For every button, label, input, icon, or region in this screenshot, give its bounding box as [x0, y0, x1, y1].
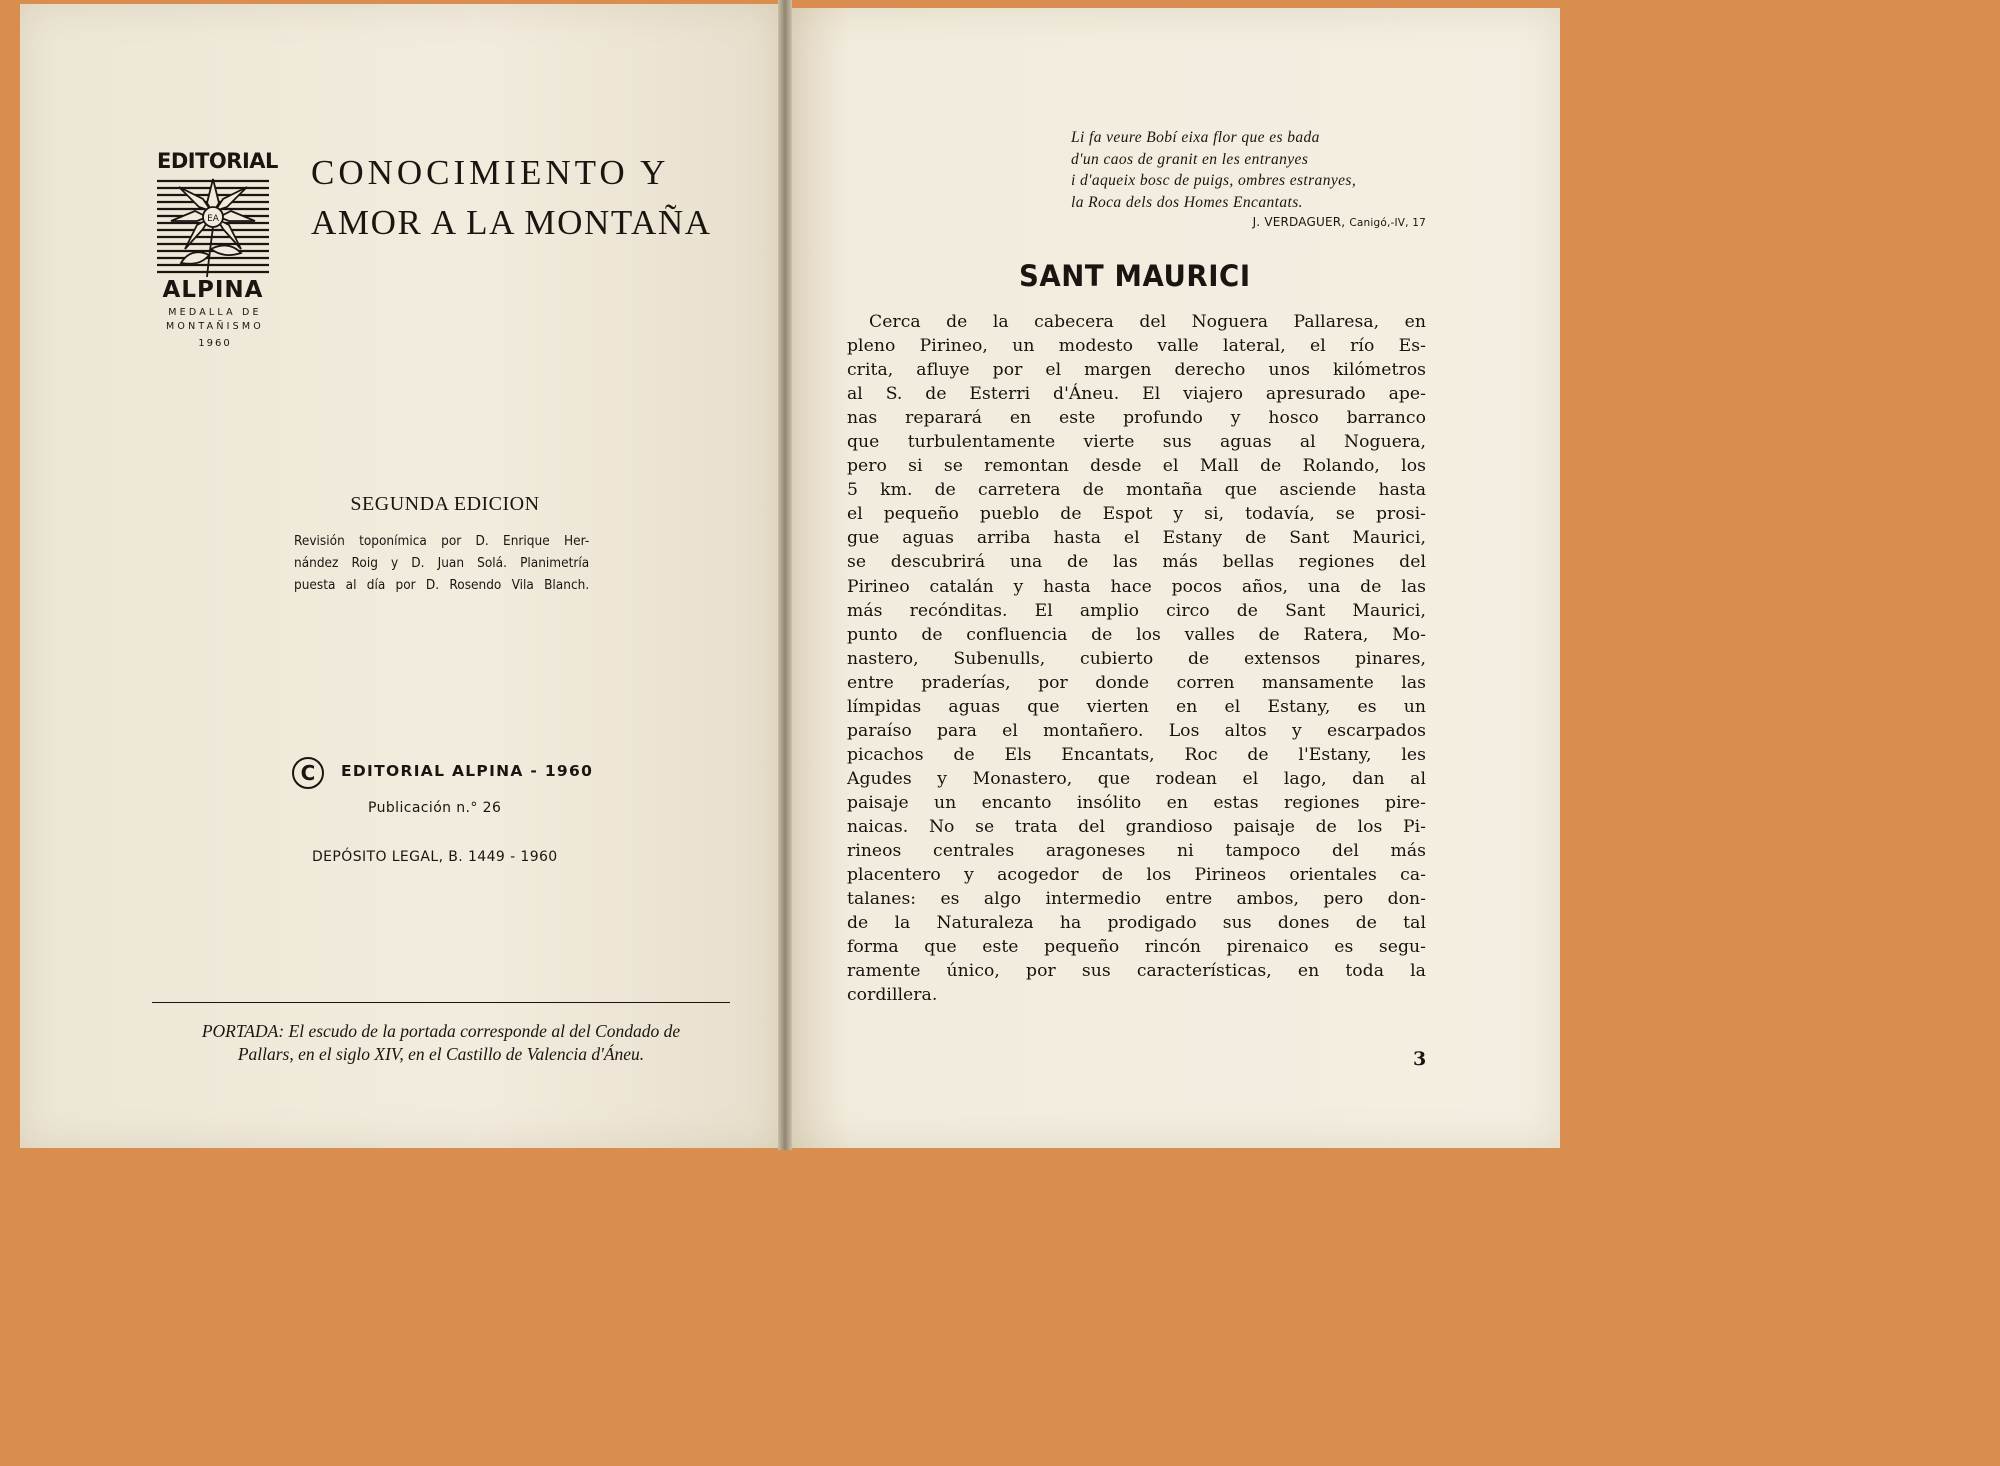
revision-line: nández Roig y D. Juan Solá. Planimetría [294, 555, 590, 571]
logo-award-line1: MEDALLA DE [168, 307, 262, 318]
body-line: se descubrirá una de las más bellas regiones del [847, 552, 1426, 573]
cover-note-line: PORTADA: El escudo de la portada corresponde al del Condado de [201, 1021, 681, 1041]
body-line: Agudes y Monastero, que rodean el lago, dan al [847, 768, 1426, 789]
page-number: 3 [1413, 1048, 1427, 1070]
body-line: 5 km. de carretera de montaña que asciende hasta [847, 480, 1426, 501]
body-line: límpidas aguas que vierten en el Estany, es un [847, 696, 1426, 717]
book-gutter [778, 0, 792, 1150]
body-line: entre praderías, por donde corren mansamente las [847, 672, 1426, 693]
body-line: nas reparará en este profundo y hosco barranco [847, 408, 1426, 429]
edition-label: SEGUNDA EDICION [350, 493, 540, 515]
epigraph [1071, 127, 1426, 229]
body-line: de la Naturaleza ha prodigado sus dones de tal [847, 913, 1426, 934]
body-line: pero si se remontan desde el Mall de Rolando, los [847, 456, 1426, 477]
chapter-title: SANT MAURICI [1019, 259, 1251, 293]
epigraph-verse: d'un caos de granit en les entranyes [1071, 150, 1309, 168]
logo-top-word: EDITORIAL [157, 149, 278, 173]
body-line: pleno Pirineo, un modesto valle lateral, el río Es- [847, 336, 1426, 357]
edelweiss-icon [157, 173, 269, 277]
series-title [311, 148, 741, 248]
body-line: crita, afluye por el margen derecho unos kilómetros [847, 360, 1426, 381]
body-line: ramente único, por sus características, en toda la [847, 961, 1426, 982]
epigraph-verse: Li fa veure Bobí eixa flor que es bada [1071, 129, 1320, 146]
series-title-line2: AMOR A LA MONTAÑA [311, 203, 712, 242]
revision-line: Revisión toponímica por D. Enrique Her- [294, 533, 590, 549]
publication-number: Publicación n.° 26 [368, 800, 502, 816]
publisher-name: EDITORIAL ALPINA - 1960 [341, 762, 594, 780]
body-line: más recónditas. El amplio circo de Sant Maurici, [847, 600, 1426, 621]
body-line: placentero y acogedor de los Pirineos orientales ca- [847, 865, 1426, 886]
body-line: paraíso para el montañero. Los altos y escarpados [847, 720, 1426, 741]
epigraph-verse: i d'aqueix bosc de puigs, ombres estranyes, [1071, 172, 1357, 189]
body-line: naicas. No se trata del grandioso paisaje de los Pi- [847, 816, 1426, 837]
logo-award-line2: MONTAÑISMO [166, 321, 264, 332]
logo-award-year: 1960 [198, 338, 232, 349]
epigraph-verse: la Roca dels dos Homes Encantats. [1071, 193, 1303, 211]
body-line: talanes: es algo intermedio entre ambos, pero don- [847, 889, 1426, 910]
revision-credits [294, 530, 589, 596]
epigraph-author: J. VERDAGUER, [1252, 215, 1346, 229]
cover-note [152, 1020, 730, 1066]
body-line: punto de confluencia de los valles de Ratera, Mo- [847, 624, 1426, 645]
body-line: el pequeño pueblo de Espot y si, todavía, se prosi- [847, 504, 1426, 525]
body-line: paisaje un encanto insólito en estas regiones pire- [847, 792, 1426, 813]
body-line: cordillera. [847, 985, 938, 1006]
body-line: rineos centrales aragoneses ni tampoco del más [847, 841, 1426, 862]
svg-text:EA: EA [207, 214, 219, 224]
epigraph-attribution [1071, 215, 1426, 229]
cover-note-line: Pallars, en el siglo XIV, en el Castillo de Valencia d'Áneu. [237, 1044, 645, 1064]
body-line: Cerca de la cabecera del Noguera Pallaresa, en [869, 312, 1426, 332]
body-line: Pirineo catalán y hasta hace pocos años, una de las [847, 576, 1426, 597]
body-line: picachos de Els Encantats, Roc de l'Estany, les [847, 744, 1426, 765]
logo-bottom-word: ALPINA [162, 277, 264, 303]
series-title-line1: CONOCIMIENTO Y [311, 153, 670, 192]
body-line: forma que este pequeño rincón pirenaico es segu- [847, 937, 1426, 958]
body-text [847, 310, 1426, 1007]
body-line: gue aguas arriba hasta el Estany de Sant Maurici, [847, 528, 1426, 549]
body-line: al S. de Esterri d'Áneu. El viajero apresurado ape- [847, 384, 1426, 405]
epigraph-source: Canigó,-IV, 17 [1349, 217, 1426, 229]
revision-line: puesta al día por D. Rosendo Vila Blanch. [294, 577, 590, 593]
copyright-icon: C [292, 757, 324, 789]
body-line: que turbulentamente vierte sus aguas al Noguera, [847, 432, 1426, 453]
body-line: nastero, Subenulls, cubierto de extensos pinares, [847, 648, 1426, 669]
legal-deposit: DEPÓSITO LEGAL, B. 1449 - 1960 [312, 849, 558, 865]
divider [152, 1002, 730, 1003]
